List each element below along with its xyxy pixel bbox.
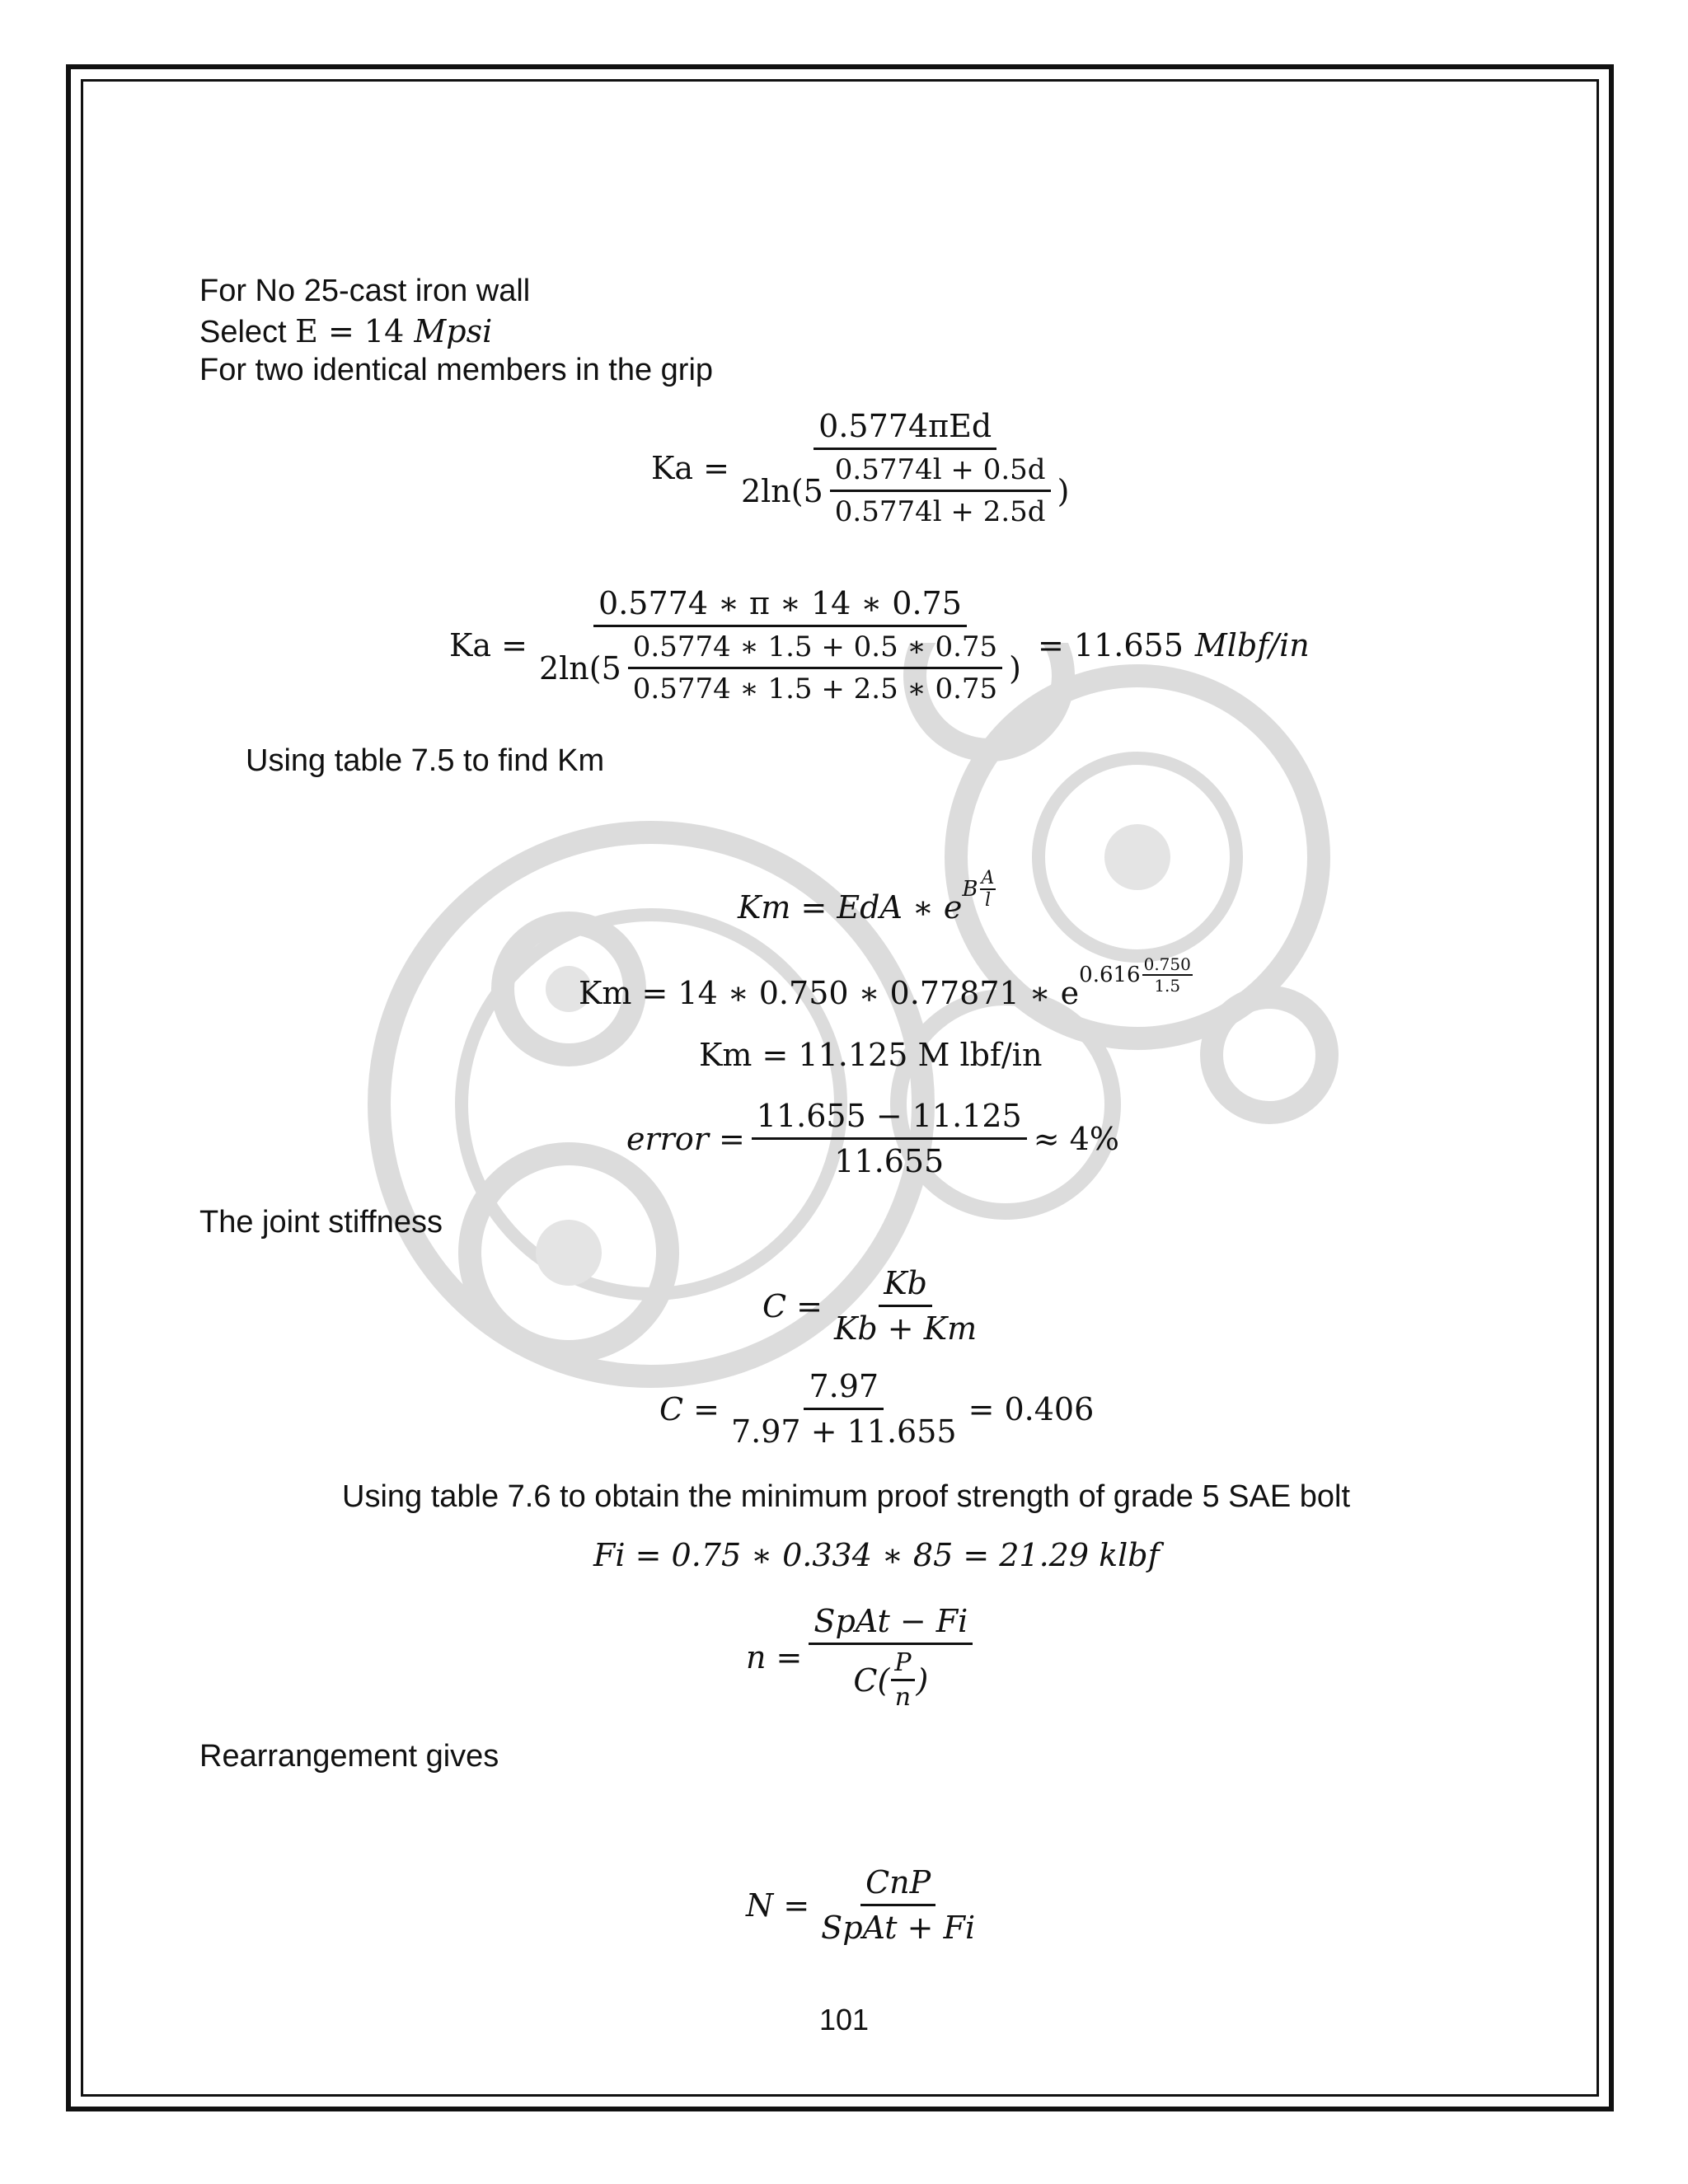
equation-c-formula [762, 1265, 988, 1347]
c-formula-denominator: Kb + Km [834, 1310, 978, 1347]
km-formula-exp-den: l [984, 890, 991, 911]
c-value-lhs: C = [659, 1390, 720, 1427]
c-formula-lhs: C = [762, 1287, 823, 1324]
intro-select-text: Select [199, 315, 296, 349]
km-sub-exp-fraction [1142, 954, 1193, 996]
equation-km-substitution [579, 954, 1193, 1014]
km-sub-exp-base: 0.616 [1079, 963, 1141, 987]
ka-value-inner-num: 0.5774 ∗ 1.5 + 0.5 ∗ 0.75 [628, 630, 1002, 669]
km-sub-text: Km = 14 ∗ 0.750 ∗ 0.77871 ∗ e [579, 975, 1080, 1011]
c-value-fraction [726, 1368, 962, 1450]
table-7-5-instruction: Using table 7.5 to find Km [246, 743, 605, 778]
ka-formula-numerator: 0.5774πEd [814, 408, 996, 450]
ka-value-unit: Mlbf/in [1194, 627, 1310, 663]
N-fraction [816, 1864, 980, 1946]
N-numerator: CnP [860, 1864, 935, 1906]
joint-stiffness-heading: The joint stiffness [199, 1205, 443, 1240]
page-number: 101 [818, 2003, 870, 2036]
km-formula-text: Km = EdA ∗ e [738, 889, 963, 926]
ka-formula-den-suffix: ) [1057, 472, 1070, 509]
fi-text: Fi = 0.75 ∗ 0.334 ∗ 85 = 21.29 klbf [593, 1537, 1160, 1573]
intro-e-value: E = 14 [295, 313, 415, 349]
equation-km-result: Km = 11.125 M lbf/in [699, 1037, 1043, 1073]
equation-fi [593, 1537, 1160, 1573]
equation-error [626, 1098, 1119, 1179]
km-sub-exponent [1079, 954, 1193, 996]
ka-formula-denominator [736, 450, 1074, 528]
ka-value-result: = 11.655 [1037, 627, 1184, 663]
n-lhs: n = [746, 1639, 803, 1675]
ka-value-numerator: 0.5774 ∗ π ∗ 14 ∗ 0.75 [593, 585, 967, 627]
km-sub-exp-num: 0.750 [1143, 954, 1191, 974]
ka-value-den-prefix: 2ln(5 [538, 649, 621, 687]
error-result: ≈ 4% [1033, 1120, 1119, 1157]
km-formula-exp-fraction [980, 868, 996, 911]
c-value-result: = 0.406 [968, 1390, 1095, 1427]
n-den-inner-den: n [894, 1683, 912, 1712]
ka-formula-inner-num: 0.5774l + 0.5d [830, 453, 1051, 492]
intro-line1: For No 25-cast iron wall [199, 274, 531, 308]
ka-value-den-suffix: ) [1009, 649, 1021, 687]
km-sub-exp-den: 1.5 [1154, 976, 1181, 996]
ka-formula-fraction [736, 408, 1074, 528]
error-numerator: 11.655 − 11.125 [752, 1098, 1027, 1140]
N-lhs: N = [746, 1886, 810, 1924]
intro-line2 [199, 313, 492, 350]
km-formula-exp-base: B [962, 877, 978, 902]
error-fraction [752, 1098, 1027, 1179]
km-formula-exp-num: A [981, 868, 995, 888]
ka-formula-inner-den: 0.5774l + 2.5d [834, 495, 1046, 528]
km-formula-exponent [962, 868, 996, 911]
error-denominator: 11.655 [834, 1143, 945, 1179]
equation-km-formula [738, 868, 996, 929]
n-den-inner-fraction [891, 1648, 914, 1712]
ka-formula-lhs: Ka = [651, 450, 729, 486]
c-formula-fraction [829, 1265, 982, 1347]
n-den-prefix: C( [853, 1661, 890, 1699]
ka-value-lhs: Ka = [449, 627, 528, 663]
equation-n [746, 1603, 979, 1712]
equation-c-value [659, 1368, 1094, 1450]
ka-formula-den-prefix: 2ln(5 [740, 472, 823, 509]
ka-value-denominator [534, 627, 1026, 705]
table-7-6-instruction: Using table 7.6 to obtain the minimum proof strength of grade 5 SAE bolt [342, 1479, 1351, 1514]
equation-ka-formula [651, 408, 1081, 528]
n-den-inner-num: P [891, 1648, 914, 1681]
c-value-numerator: 7.97 [804, 1368, 884, 1410]
ka-formula-inner-fraction [830, 453, 1051, 528]
n-numerator: SpAt − Fi [809, 1603, 973, 1645]
ka-value-fraction [534, 585, 1026, 705]
n-fraction [809, 1603, 973, 1712]
N-denominator: SpAt + Fi [821, 1910, 976, 1946]
ka-value-inner-den: 0.5774 ∗ 1.5 + 2.5 ∗ 0.75 [632, 673, 998, 705]
n-den-suffix: ) [916, 1661, 929, 1699]
c-value-denominator: 7.97 + 11.655 [731, 1413, 957, 1450]
rearrangement-text: Rearrangement gives [199, 1739, 499, 1774]
intro-unit: Mpsi [414, 313, 493, 349]
error-lhs: error = [626, 1120, 745, 1157]
intro-line3: For two identical members in the grip [199, 353, 714, 387]
n-denominator [848, 1645, 933, 1712]
ka-value-inner-fraction [628, 630, 1002, 705]
c-formula-numerator: Kb [879, 1265, 932, 1307]
equation-N [746, 1864, 987, 1946]
equation-ka-value [449, 585, 1310, 705]
